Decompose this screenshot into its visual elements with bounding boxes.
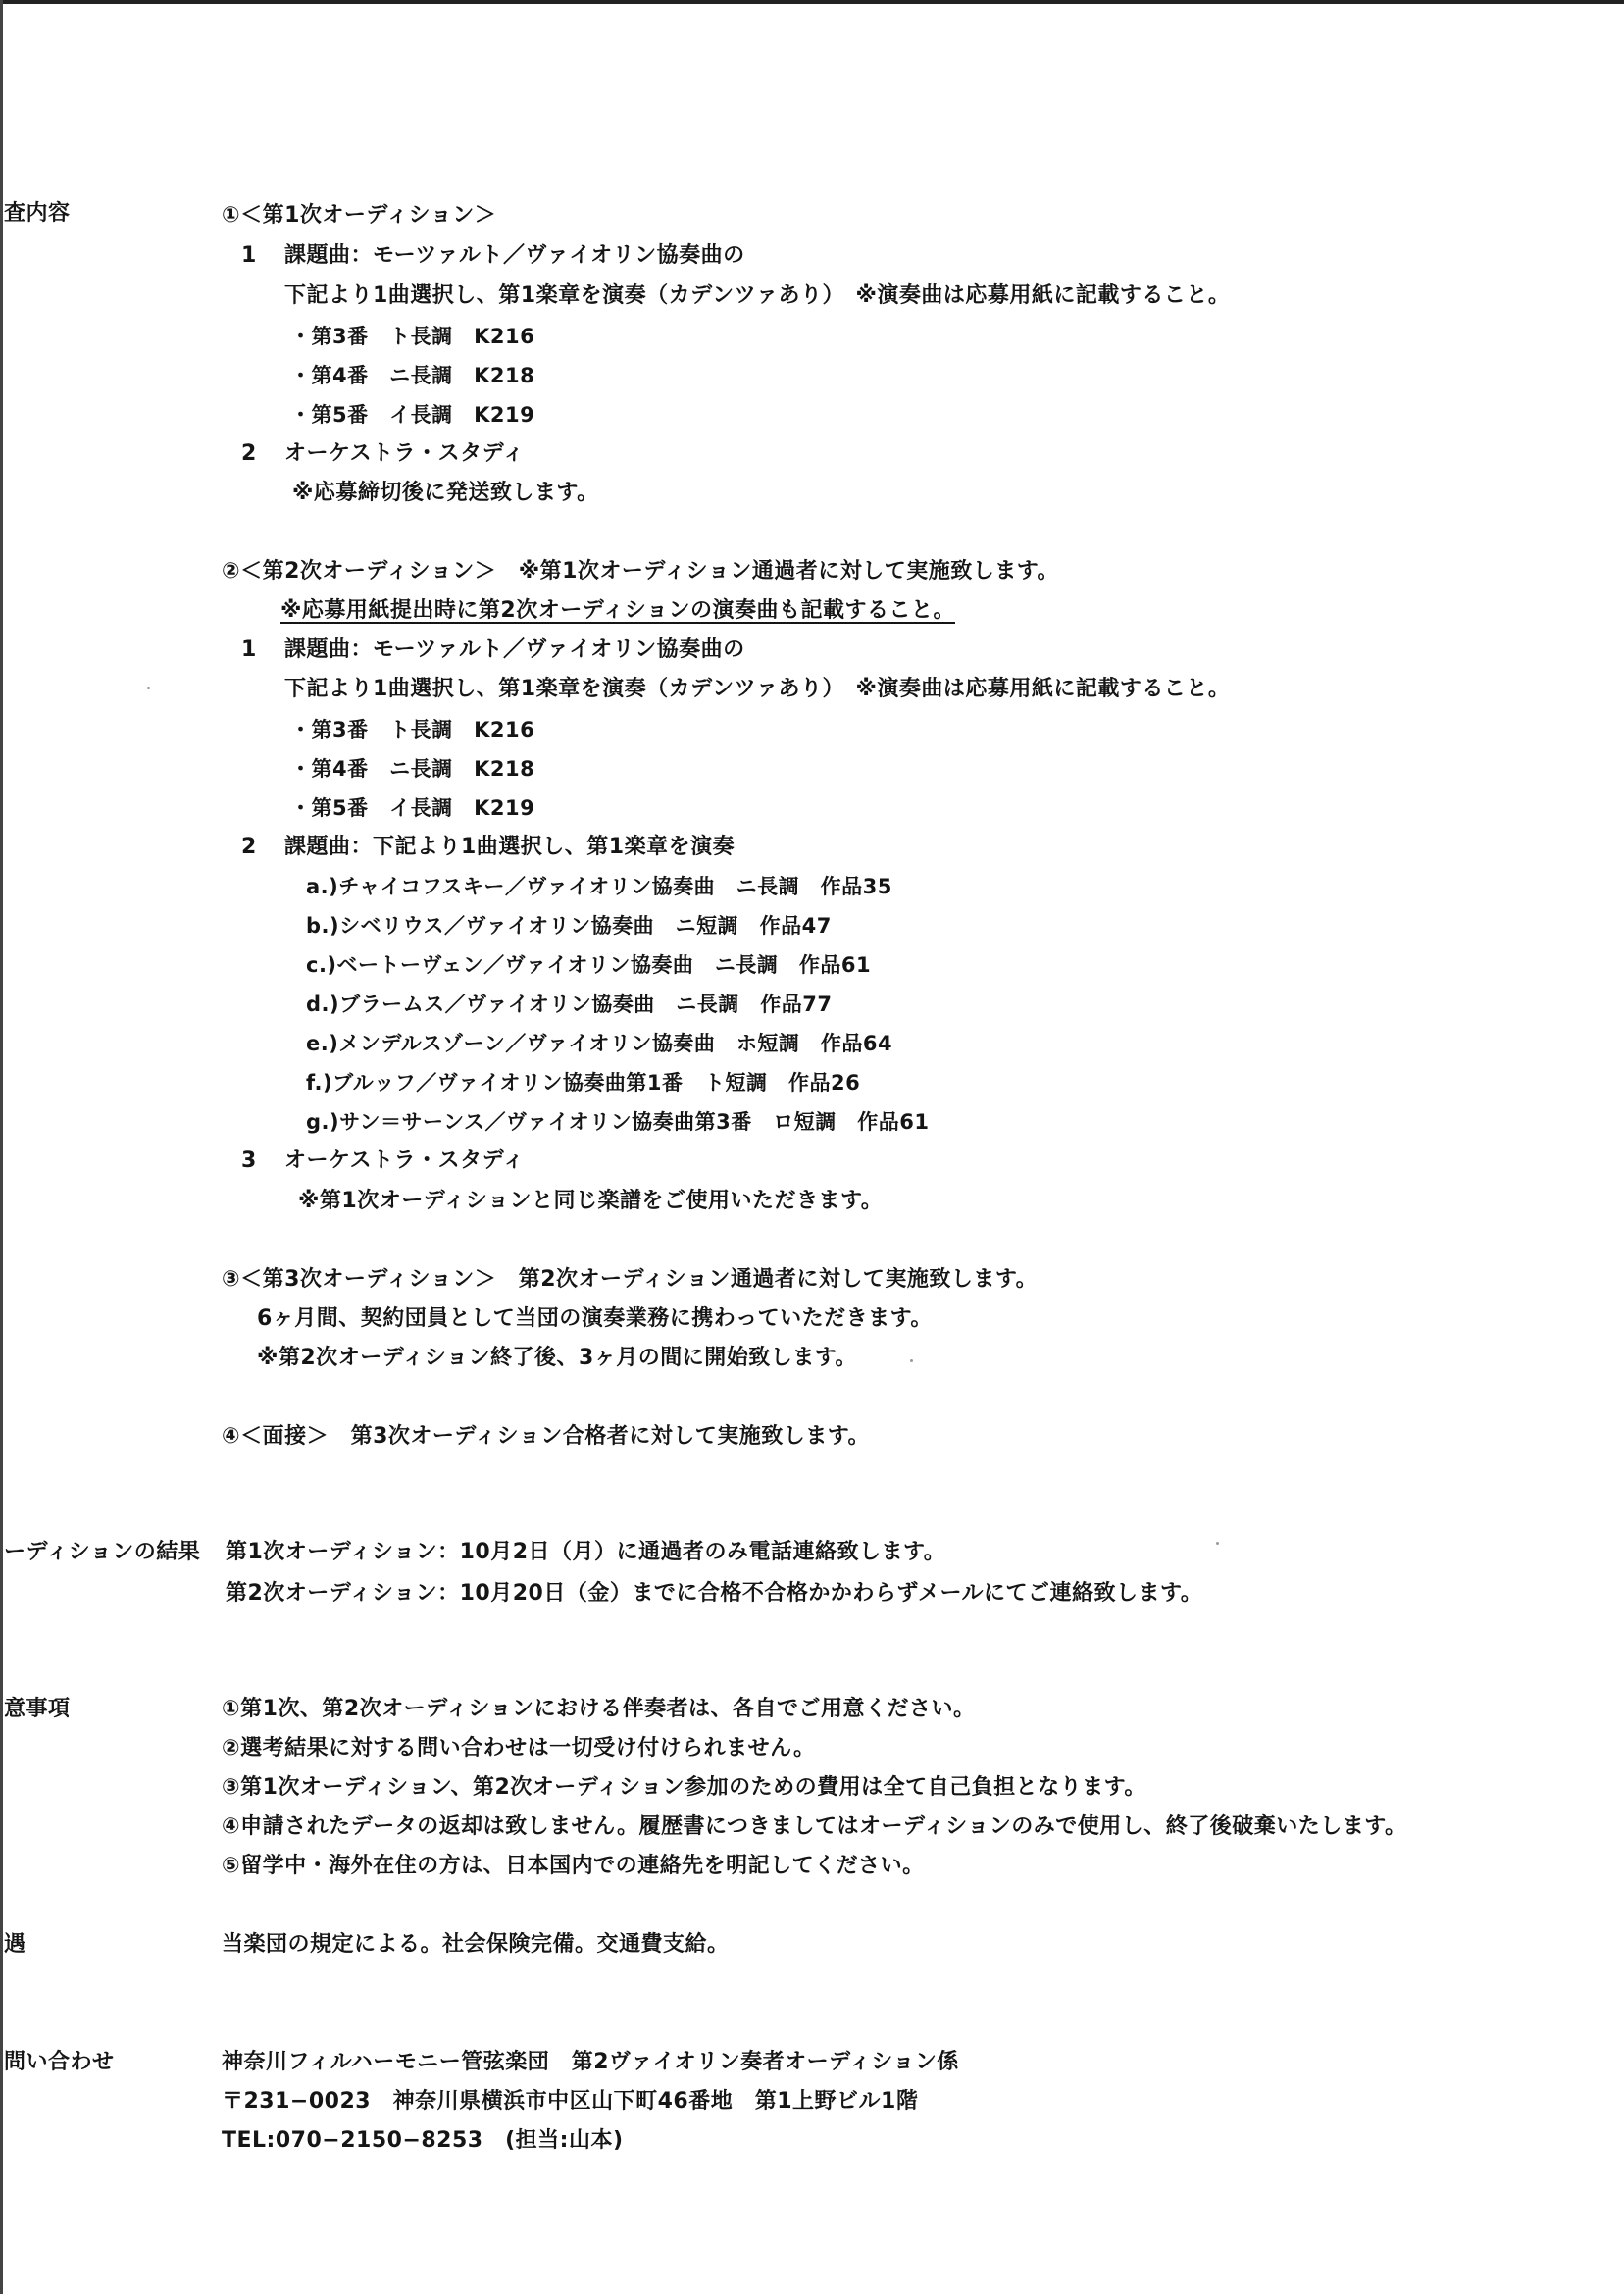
treatment-text: 当楽団の規定による。社会保険完備。交通費支給。 bbox=[222, 1932, 730, 1957]
scan-speck bbox=[147, 687, 150, 689]
note-item: ①第1次、第2次オーディションにおける伴奏者は、各自でご用意ください。 bbox=[222, 1697, 976, 1721]
round1-item1-description: 下記より1曲選択し、第1楽章を演奏（カデンツァあり） ※演奏曲は応募用紙に記載すること。 bbox=[284, 283, 1231, 308]
results-line: 第1次オーディション：10月2日（月）に通過者のみ電話連絡致します。 bbox=[226, 1540, 946, 1564]
round2-item2-number: 2 bbox=[241, 835, 257, 859]
round3-heading: ③＜第3次オーディション＞ 第2次オーディション通過者に対して実施致します。 bbox=[222, 1267, 1039, 1292]
round3-line: ※第2次オーディション終了後、3ヶ月の間に開始致します。 bbox=[257, 1346, 858, 1370]
round2-item3-note: ※第1次オーディションと同じ楽譜をご使用いただきます。 bbox=[298, 1189, 884, 1213]
top-border-line bbox=[0, 0, 1624, 4]
contact-organization: 神奈川フィルハーモニー管弦楽団 第2ヴァイオリン奏者オーディション係 bbox=[222, 2050, 959, 2074]
section-label-notes: 意事項 bbox=[4, 1697, 71, 1721]
round1-piece: ・第3番 ト長調 K216 bbox=[290, 325, 535, 348]
round1-item2-number: 2 bbox=[241, 441, 257, 466]
round2-item3-number: 3 bbox=[241, 1148, 257, 1173]
note-item: ④申請されたデータの返却は致しません。履歴書につきましてはオーディションのみで使用し、終了後破棄いたします。 bbox=[222, 1814, 1407, 1839]
contact-phone: TEL:070−2150−8253 (担当:山本) bbox=[222, 2128, 624, 2153]
round2-concerto-option: f.)ブルッフ／ヴァイオリン協奏曲第1番 ト短調 作品26 bbox=[306, 1071, 861, 1095]
round2-item1-text: 課題曲：モーツァルト／ヴァイオリン協奏曲の bbox=[284, 637, 745, 662]
round2-concerto-option: b.)シベリウス／ヴァイオリン協奏曲 ニ短調 作品47 bbox=[306, 914, 832, 938]
round2-heading: ②＜第2次オーディション＞ ※第1次オーディション通過者に対して実施致します。 bbox=[222, 559, 1059, 584]
contact-address: 〒231−0023 神奈川県横浜市中区山下町46番地 第1上野ビル1階 bbox=[222, 2089, 919, 2114]
section-label-contact: 問い合わせ bbox=[4, 2050, 115, 2074]
round1-item2-note: ※応募締切後に発送致します。 bbox=[292, 481, 599, 505]
round2-piece: ・第5番 イ長調 K219 bbox=[290, 796, 535, 820]
round2-item1-number: 1 bbox=[241, 637, 257, 662]
note-item: ③第1次オーディション、第2次オーディション参加のための費用は全て自己負担となります。 bbox=[222, 1775, 1146, 1800]
round2-concerto-option: e.)メンデルスゾーン／ヴァイオリン協奏曲 ホ短調 作品64 bbox=[306, 1032, 893, 1055]
round1-item2-text: オーケストラ・スタディ bbox=[284, 441, 525, 466]
round2-item2-text: 課題曲：下記より1曲選択し、第1楽章を演奏 bbox=[284, 835, 736, 859]
section-label-screening: 査内容 bbox=[4, 201, 71, 226]
round2-concerto-option: c.)ベートーヴェン／ヴァイオリン協奏曲 ニ長調 作品61 bbox=[306, 953, 872, 977]
round2-underlined-note: ※応募用紙提出時に第2次オーディションの演奏曲も記載すること。 bbox=[280, 598, 955, 623]
round1-item1-text: 課題曲：モーツァルト／ヴァイオリン協奏曲の bbox=[284, 243, 745, 268]
round1-piece: ・第4番 ニ長調 K218 bbox=[290, 364, 535, 387]
round4-heading: ④＜面接＞ 第3次オーディション合格者に対して実施致します。 bbox=[222, 1424, 870, 1449]
results-line: 第2次オーディション：10月20日（金）までに合格不合格かかわらずメールにてご連絡致します。 bbox=[226, 1581, 1203, 1606]
scan-speck bbox=[1216, 1542, 1219, 1545]
note-item: ②選考結果に対する問い合わせは一切受け付けられません。 bbox=[222, 1736, 816, 1760]
round2-concerto-option: d.)ブラームス／ヴァイオリン協奏曲 ニ長調 作品77 bbox=[306, 993, 833, 1016]
round2-piece: ・第4番 ニ長調 K218 bbox=[290, 757, 535, 781]
section-label-treatment: 遇 bbox=[4, 1932, 26, 1957]
round1-item1-number: 1 bbox=[241, 243, 257, 268]
round2-item1-description: 下記より1曲選択し、第1楽章を演奏（カデンツァあり） ※演奏曲は応募用紙に記載すること。 bbox=[284, 677, 1231, 701]
round2-concerto-option: g.)サン＝サーンス／ヴァイオリン協奏曲第3番 ロ短調 作品61 bbox=[306, 1110, 930, 1134]
round2-piece: ・第3番 ト長調 K216 bbox=[290, 718, 535, 741]
left-border-line bbox=[0, 0, 3, 2294]
note-item: ⑤留学中・海外在住の方は、日本国内での連絡先を明記してください。 bbox=[222, 1854, 925, 1878]
section-label-results: ーディションの結果 bbox=[4, 1540, 201, 1564]
round1-piece: ・第5番 イ長調 K219 bbox=[290, 403, 535, 427]
round2-concerto-option: a.)チャイコフスキー／ヴァイオリン協奏曲 ニ長調 作品35 bbox=[306, 875, 892, 898]
round3-line: 6ヶ月間、契約団員として当団の演奏業務に携わっていただきます。 bbox=[257, 1306, 933, 1331]
scan-speck bbox=[910, 1359, 913, 1362]
round2-item3-text: オーケストラ・スタディ bbox=[284, 1148, 525, 1173]
round1-heading: ①＜第1次オーディション＞ bbox=[222, 203, 497, 228]
